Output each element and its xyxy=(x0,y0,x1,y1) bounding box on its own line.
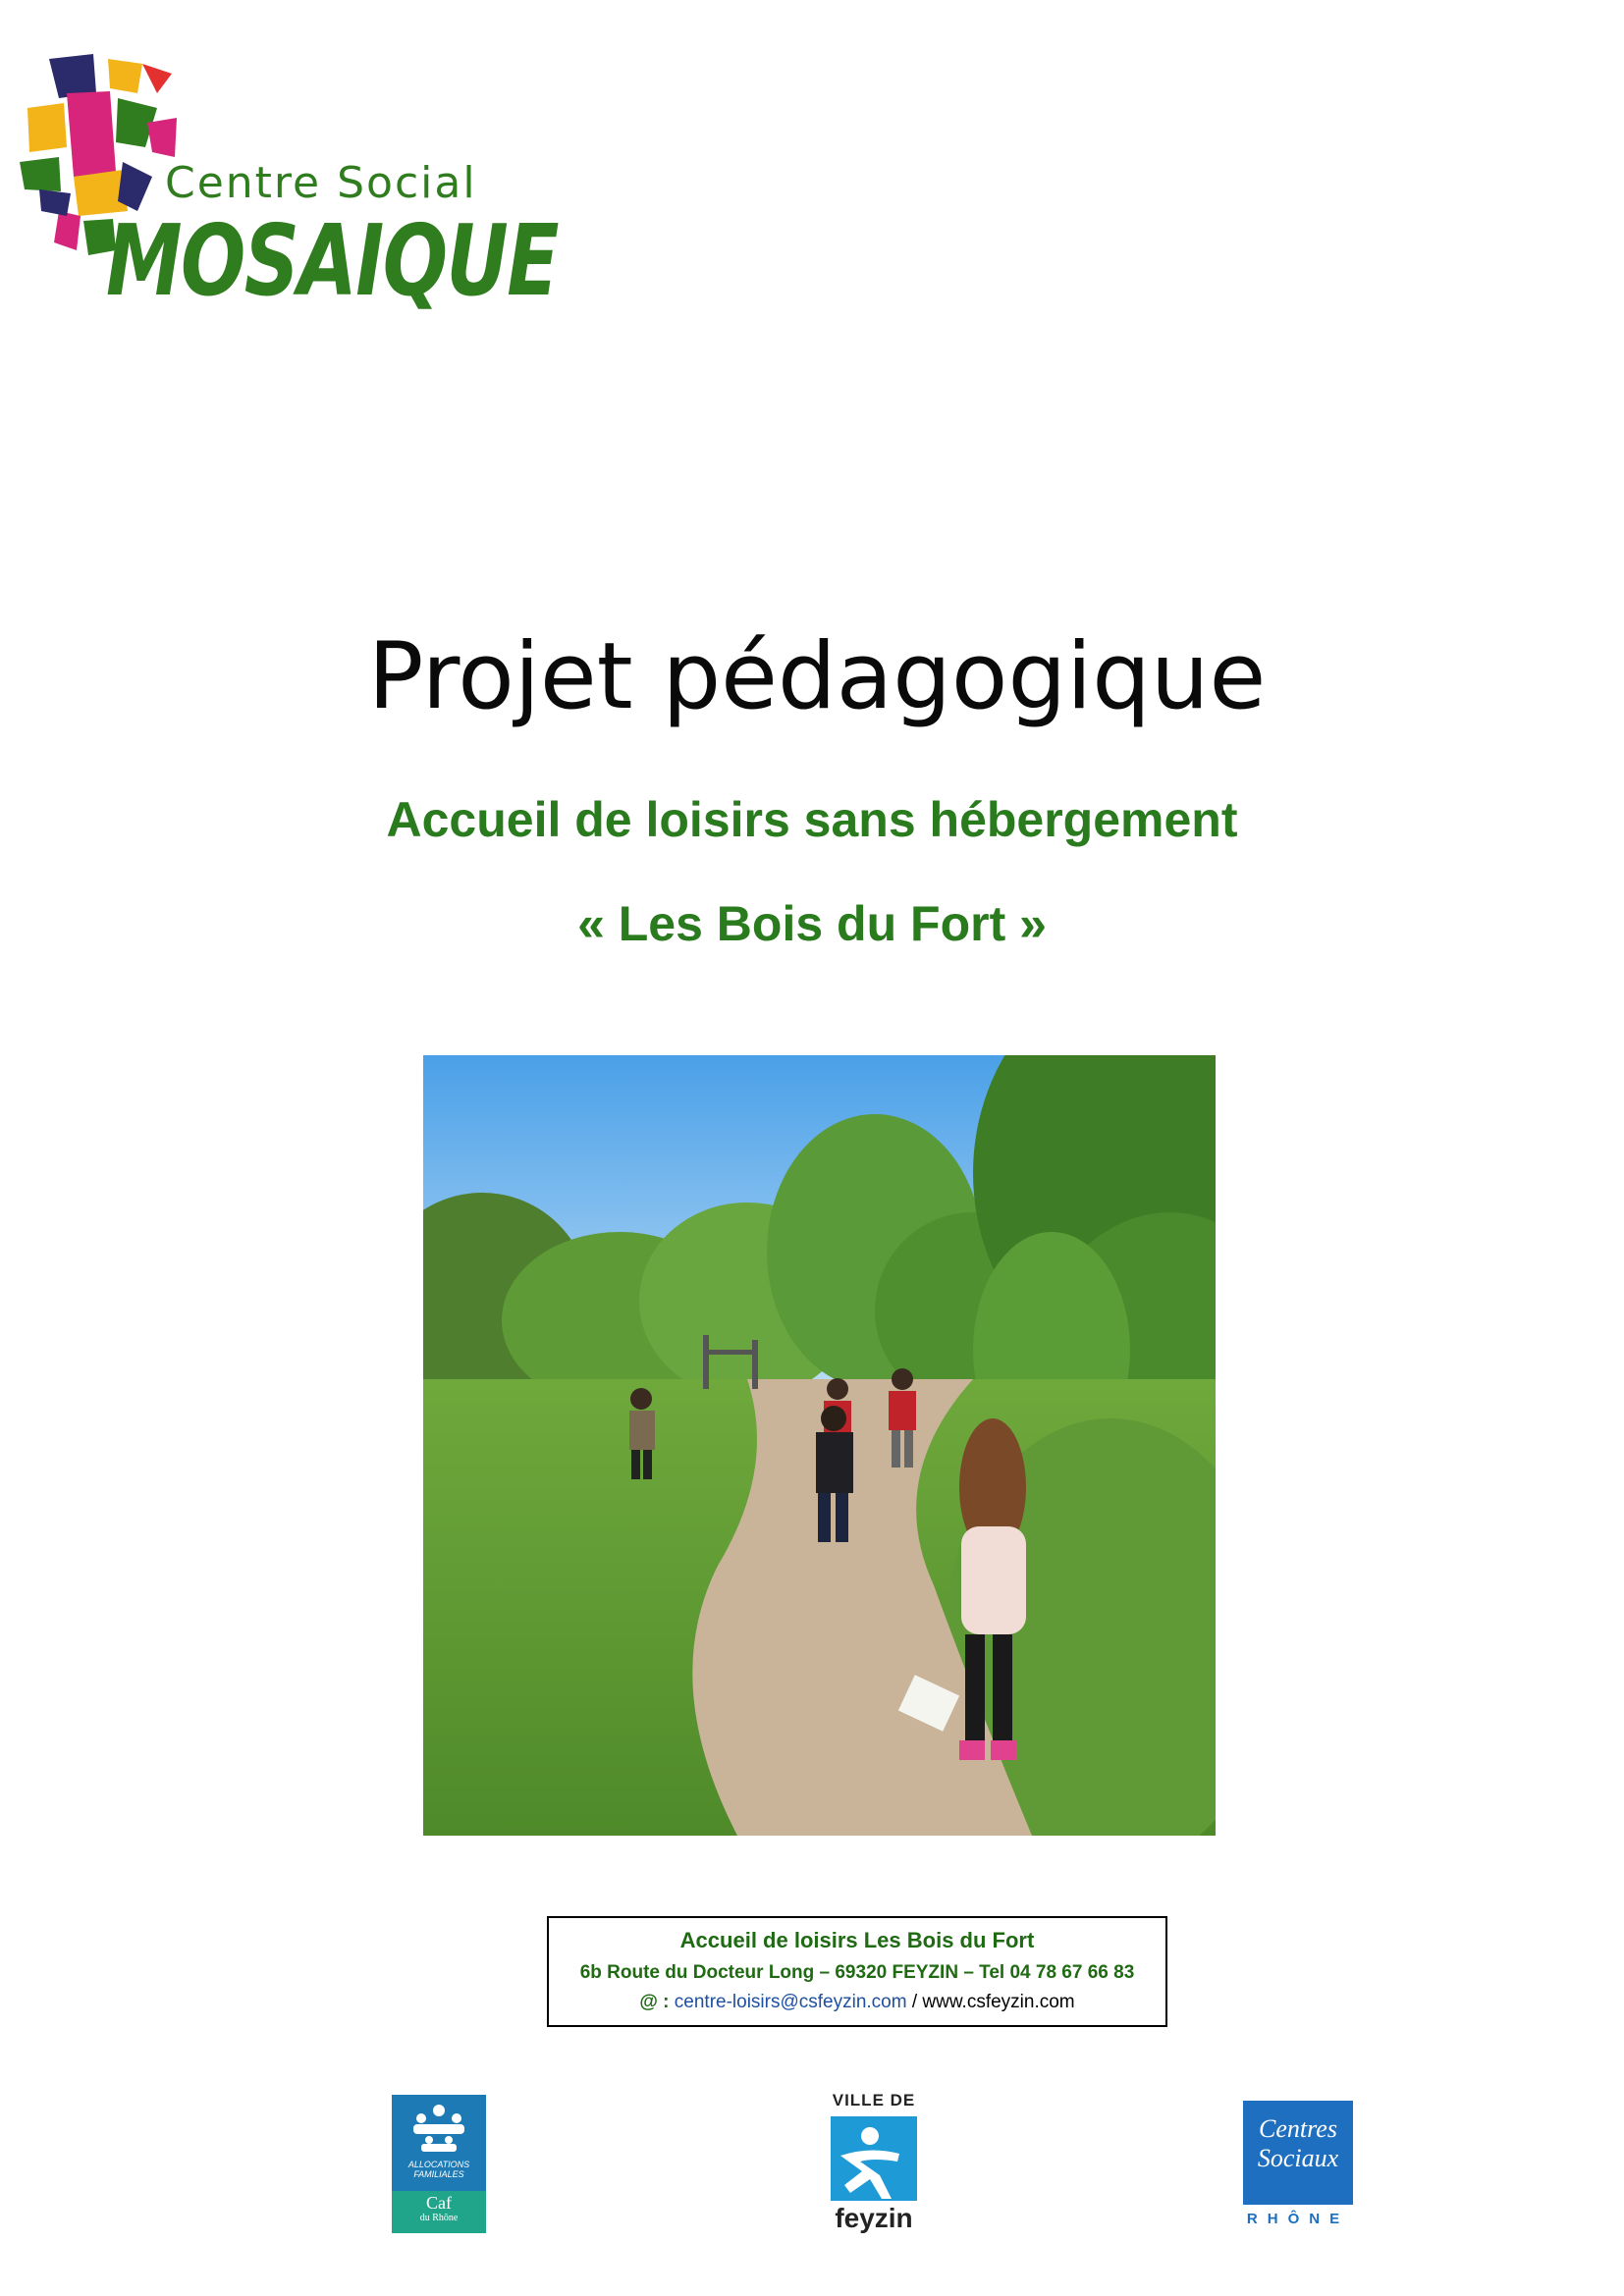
info-address: 6b Route du Docteur Long – 69320 FEYZIN – Tel 04 78 67 66 83 xyxy=(579,1962,1135,1983)
contact-separator: / xyxy=(906,1992,923,2012)
cs-rhone-label: RHÔNE xyxy=(1246,2211,1350,2227)
page-subtitle: Accueil de loisirs sans hébergement xyxy=(386,792,1238,847)
info-centre-name: Accueil de loisirs Les Bois du Fort xyxy=(679,1928,1035,1952)
centres-sociaux-rhone-logo xyxy=(1243,2101,1353,2230)
centre-social-mosaique-logo xyxy=(20,54,558,339)
centre-name: « Les Bois du Fort » xyxy=(577,896,1047,951)
website-link[interactable]: www.csfeyzin.com xyxy=(922,1992,1075,2012)
contact-info-box xyxy=(547,1916,1167,2027)
logo-subtitle: Centre Social xyxy=(165,158,477,208)
email-at-label: @ : xyxy=(639,1992,670,2012)
feyzin-top-label: VILLE DE xyxy=(832,2091,916,2109)
caf-logo xyxy=(392,2095,486,2233)
caf-line4: du Rhône xyxy=(419,2213,459,2223)
cs-line2: Sociaux xyxy=(1257,2144,1339,2172)
feyzin-name: feyzin xyxy=(835,2203,913,2233)
caf-line1: ALLOCATIONS xyxy=(407,2160,470,2169)
children-walking-path-photo xyxy=(423,1055,1216,1836)
logo-name: MOSAIQUE xyxy=(106,203,558,318)
caf-line3: Caf xyxy=(426,2193,452,2213)
ville-de-feyzin-logo xyxy=(827,2091,921,2236)
feyzin-figure-icon xyxy=(831,2116,917,2201)
email-link[interactable]: centre-loisirs@csfeyzin.com xyxy=(674,1992,907,2012)
info-contact-line xyxy=(549,1992,1165,2013)
caf-line2: FAMILIALES xyxy=(413,2169,464,2179)
cs-line1: Centres xyxy=(1259,2114,1337,2143)
page-title: Projet pédagogique xyxy=(367,623,1267,730)
